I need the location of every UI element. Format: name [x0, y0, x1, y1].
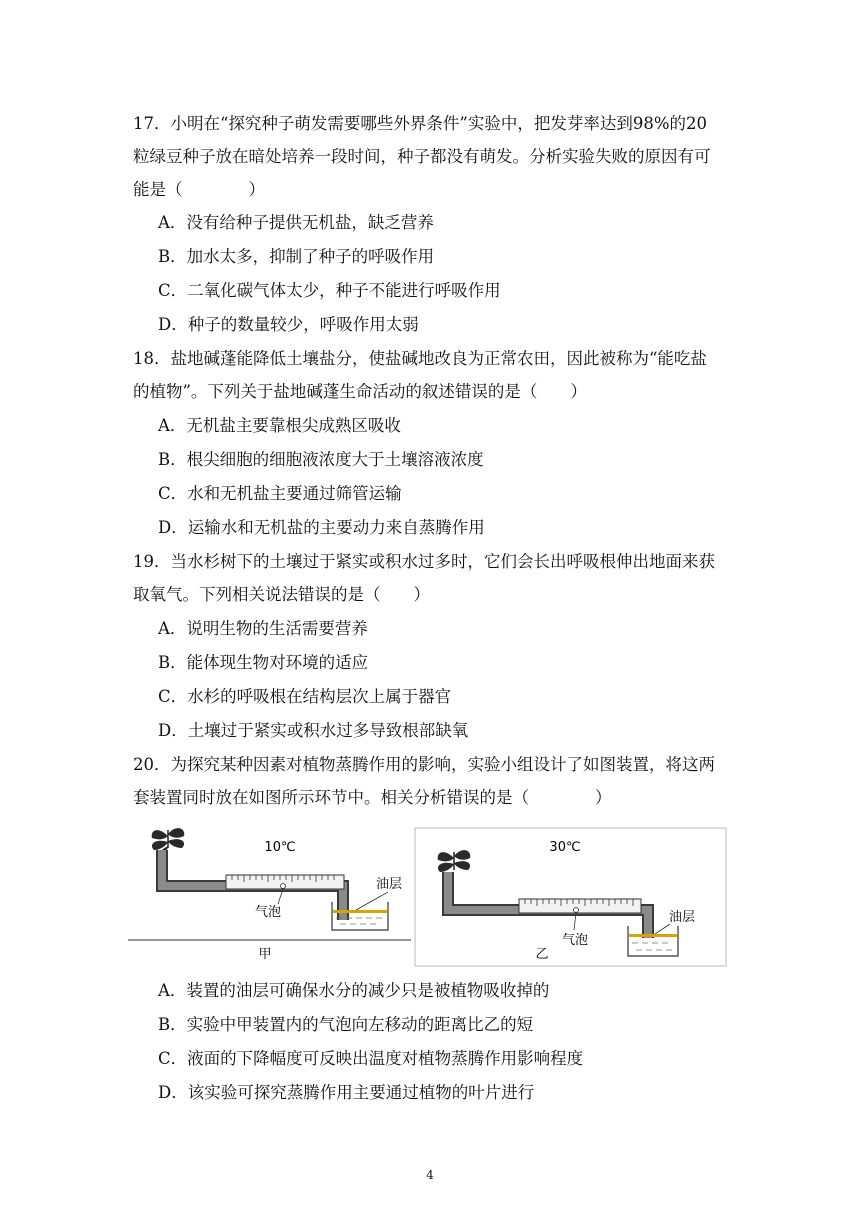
bubble-icon	[281, 884, 286, 889]
temp-label-jia: 10℃	[264, 840, 296, 855]
caption-jia: 甲	[258, 947, 272, 962]
oil-label-yi: 油层	[669, 910, 696, 925]
q20-option-d: D．该实验可探究蒸腾作用主要通过植物的叶片进行	[158, 1083, 535, 1102]
q20-line-2: 套装置同时放在如图所示环节中。相关分析错误的是（ ）	[133, 788, 612, 807]
q17-line-2: 粒绿豆种子放在暗处培养一段时间，种子都没有萌发。分析实验失败的原因有可	[133, 147, 711, 166]
q19-option-b: B．能体现生物对环境的适应	[158, 653, 369, 672]
q17-option-b: B．加水太多，抑制了种子的呼吸作用	[158, 247, 435, 266]
q18-option-b: B．根尖细胞的细胞液浓度大于土壤溶液浓度	[158, 450, 484, 469]
oil-label-jia: 油层	[376, 877, 403, 892]
apparatus-diagram	[128, 826, 728, 968]
caption-yi: 乙	[535, 947, 549, 962]
q18-option-a: A．无机盐主要靠根尖成熟区吸收	[158, 416, 401, 435]
q19-option-a: A．说明生物的生活需要营养	[158, 619, 368, 638]
q20-option-a: A．装置的油层可确保水分的减少只是被植物吸收掉的	[158, 981, 550, 1000]
q20-option-b: B．实验中甲装置内的气泡向左移动的距离比乙的短	[158, 1015, 534, 1034]
q18-line-1: 18．盐地碱蓬能降低土壤盐分，使盐碱地改良为正常农田，因此被称为“能吃盐	[133, 349, 707, 368]
q17-line-1: 17．小明在“探究种子萌发需要哪些外界条件”实验中，把发芽率达到98%的20	[133, 114, 708, 133]
bubble-icon	[574, 908, 579, 913]
bubble-label-jia: 气泡	[254, 905, 282, 920]
q19-option-d: D．土壤过于紧实或积水过多导致根部缺氧	[158, 721, 469, 740]
q17-option-c: C．二氧化碳气体太少，种子不能进行呼吸作用	[158, 281, 501, 300]
q19-option-c: C．水杉的呼吸根在结构层次上属于器官	[158, 687, 452, 706]
q19-line-2: 取氧气。下列相关说法错误的是（ ）	[133, 585, 430, 604]
bubble-label-yi: 气泡	[561, 933, 589, 948]
q20-line-1: 20．为探究某种因素对植物蒸腾作用的影响，实验小组设计了如图装置，将这两	[133, 755, 715, 774]
q18-line-2: 的植物”。下列关于盐地碱蓬生命活动的叙述错误的是（ ）	[133, 382, 587, 401]
q18-option-c: C．水和无机盐主要通过筛管运输	[158, 484, 402, 503]
q20-option-c: C．液面的下降幅度可反映出温度对植物蒸腾作用影响程度	[158, 1049, 584, 1068]
apparatus-jia	[128, 828, 411, 962]
plant-icon	[438, 850, 471, 872]
q18-option-d: D．运输水和无机盐的主要动力来自蒸腾作用	[158, 518, 485, 537]
temp-label-yi: 30℃	[549, 840, 581, 855]
q19-line-1: 19．当水杉树下的土壤过于紧实或积水过多时，它们会长出呼吸根伸出地面来获	[133, 552, 715, 571]
apparatus-yi	[415, 828, 726, 966]
q17-option-d: D．种子的数量较少，呼吸作用太弱	[158, 315, 419, 334]
q17-option-a: A．没有给种子提供无机盐，缺乏营养	[158, 213, 434, 232]
transpiration-apparatus-figure	[128, 826, 728, 968]
q17-line-3: 能是（ ）	[133, 180, 265, 199]
page-number: 4	[426, 1168, 434, 1182]
